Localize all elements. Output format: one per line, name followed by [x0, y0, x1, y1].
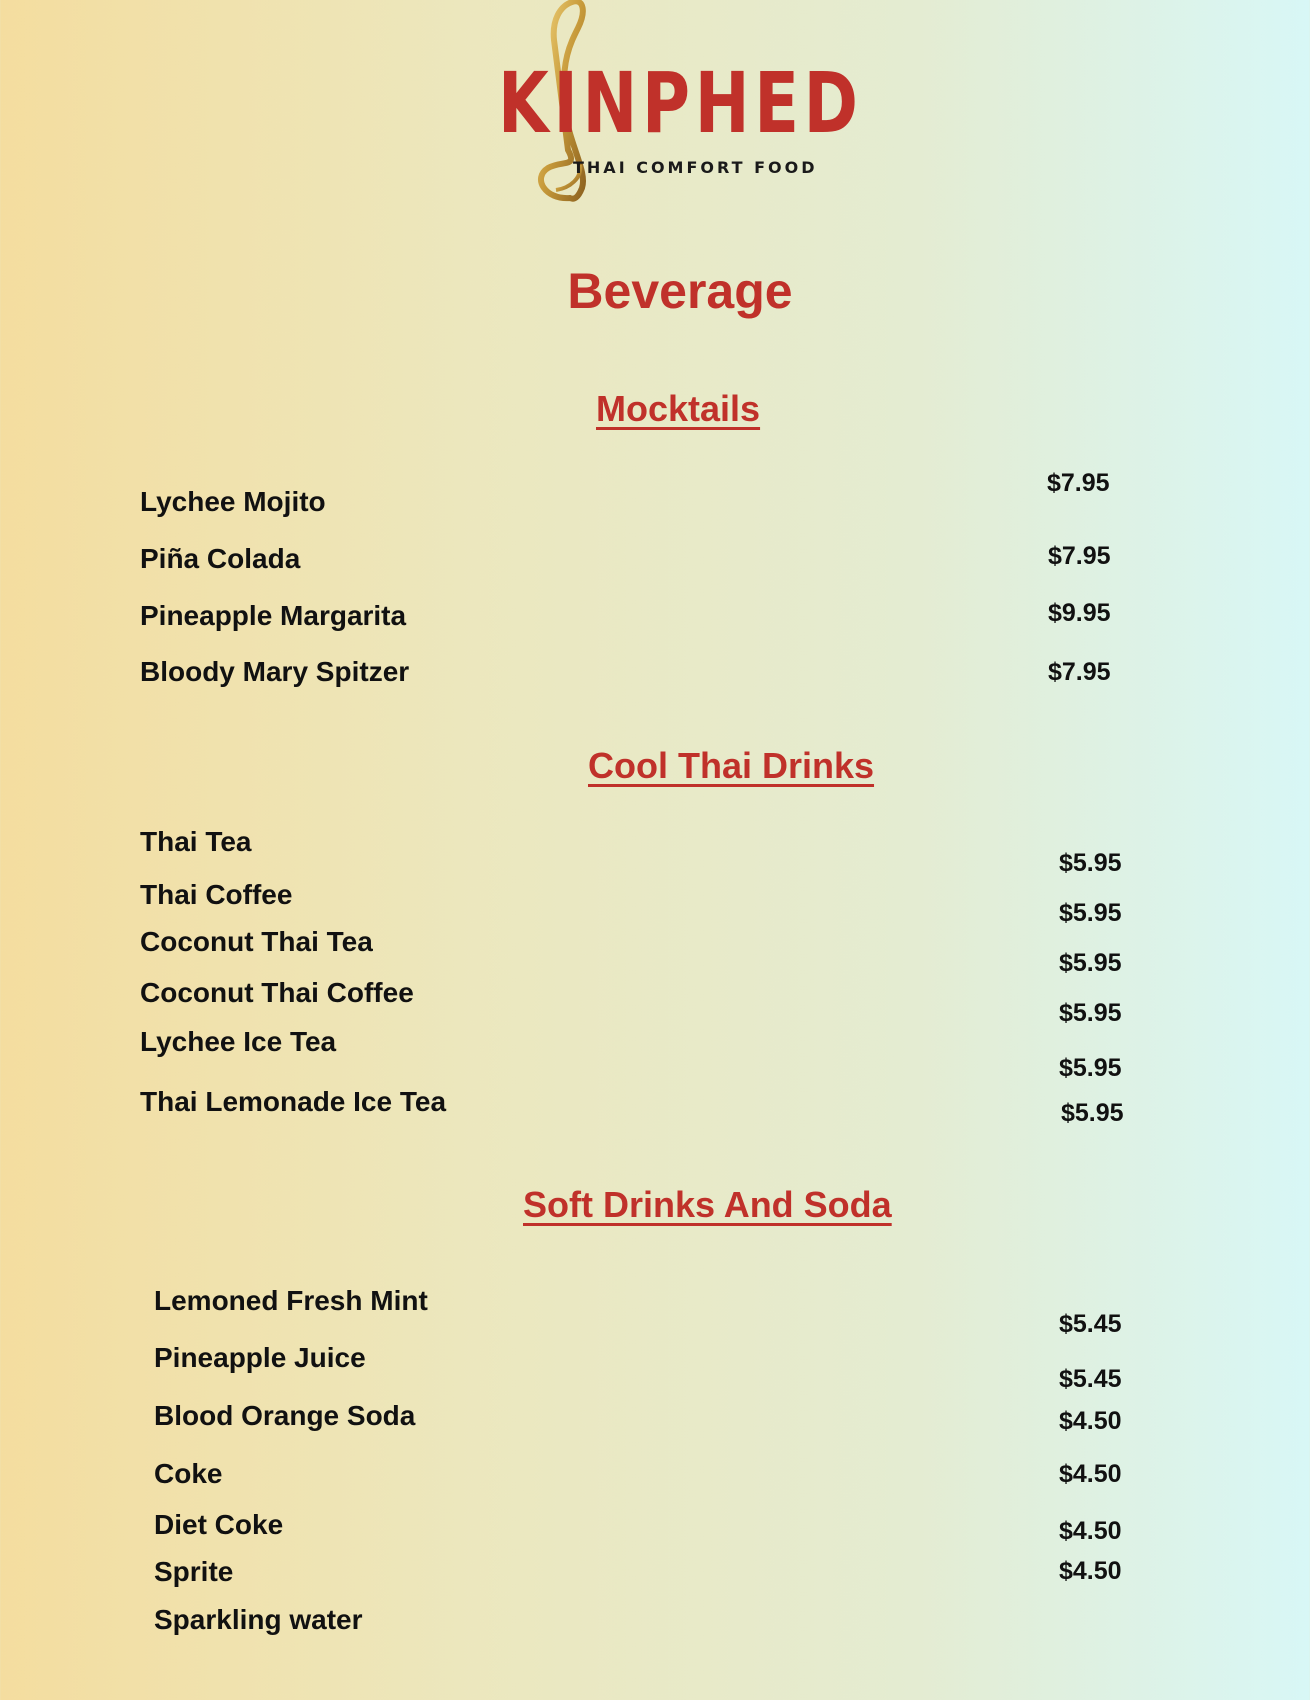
menu-item-price: $9.95	[1048, 599, 1111, 627]
menu-item-price: $4.50	[1059, 1407, 1122, 1435]
menu-item-price: $5.95	[1059, 899, 1122, 927]
menu-item-price: $4.50	[1059, 1557, 1122, 1585]
menu-item-name: Pineapple Juice	[154, 1342, 366, 1373]
menu-item-price: $7.95	[1048, 542, 1111, 570]
restaurant-logo	[490, 0, 863, 220]
menu-item-price: $7.95	[1048, 658, 1111, 686]
menu-item-name: Lychee Mojito	[140, 486, 326, 517]
menu-item-price: $5.95	[1059, 949, 1122, 977]
menu-item-price: $5.45	[1059, 1365, 1122, 1393]
brand-tagline: THAI COMFORT FOOD	[573, 158, 818, 177]
menu-item-name: Lychee Ice Tea	[140, 1026, 337, 1057]
page-title: Beverage	[567, 263, 793, 319]
section-heading-soft-drinks-and-soda: Soft Drinks And Soda	[523, 1184, 892, 1225]
menu-item-name: Thai Lemonade Ice Tea	[140, 1086, 447, 1117]
menu-item-price: $4.50	[1059, 1517, 1122, 1545]
menu-item-name: Piña Colada	[140, 543, 301, 574]
menu-item-price: $7.95	[1047, 469, 1110, 497]
section-heading-cool-thai-drinks: Cool Thai Drinks	[588, 745, 875, 786]
menu-item-name: Coconut Thai Tea	[140, 926, 373, 957]
section-heading-mocktails: Mocktails	[596, 388, 761, 429]
menu-item-price: $5.95	[1059, 1054, 1122, 1082]
menu-item-price: $5.95	[1061, 1099, 1124, 1127]
menu-item-name: Lemoned Fresh Mint	[154, 1285, 428, 1316]
menu-item-name: Thai Tea	[140, 826, 252, 857]
menu-item-price: $5.95	[1059, 849, 1122, 877]
menu-item-name: Thai Coffee	[140, 879, 293, 910]
brand-wordmark: KINPHED	[498, 54, 863, 152]
menu-item-price: $5.45	[1059, 1310, 1122, 1338]
menu-item-name: Coconut Thai Coffee	[140, 977, 414, 1008]
menu-item-name: Sparkling water	[154, 1604, 363, 1635]
menu-item-price: $5.95	[1059, 999, 1122, 1027]
menu-item-name: Coke	[154, 1458, 223, 1489]
menu-item-name: Diet Coke	[154, 1509, 284, 1540]
menu-item-price: $4.50	[1059, 1460, 1122, 1488]
menu-item-name: Sprite	[154, 1556, 234, 1587]
menu-item-name: Bloody Mary Spitzer	[140, 656, 410, 687]
menu-item-name: Blood Orange Soda	[154, 1400, 416, 1431]
menu-item-name: Pineapple Margarita	[140, 600, 407, 631]
